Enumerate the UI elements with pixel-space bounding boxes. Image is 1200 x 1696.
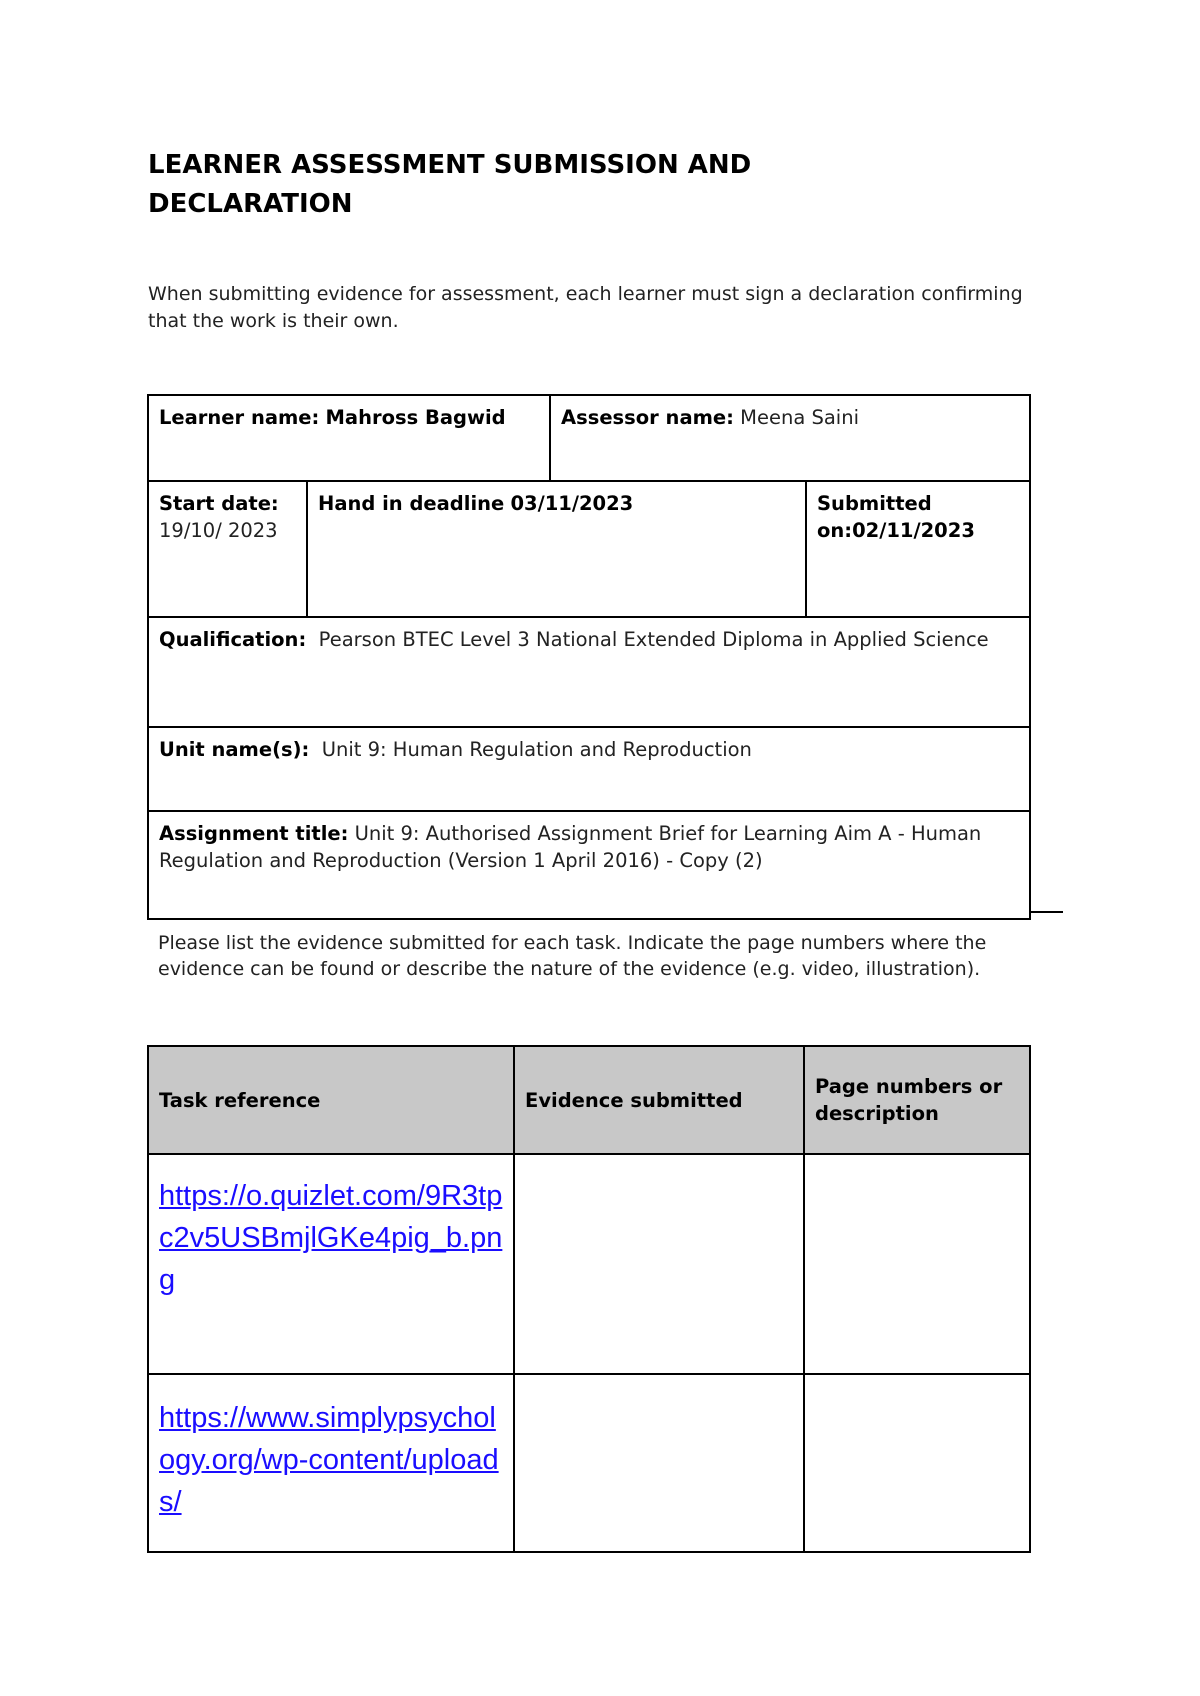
start-date-value: 19/10/ 2023	[159, 519, 278, 542]
page-numbers-cell	[804, 1374, 1030, 1552]
header-evidence-submitted: Evidence submitted	[514, 1046, 804, 1154]
header-task-reference: Task reference	[148, 1046, 514, 1154]
submitted-on-value: 02/11/2023	[852, 519, 975, 542]
task-reference-cell	[148, 1374, 514, 1552]
assignment-title-cell	[148, 811, 1030, 919]
submission-details-table	[147, 394, 1031, 920]
evidence-table	[147, 1045, 1031, 1553]
start-date-cell	[148, 481, 307, 617]
assignment-title-value: Unit 9: Authorised Assignment Brief for Learning Aim A - Human Regulation and Reproduction (Version 1 April 2016) - Copy (2)	[159, 822, 982, 872]
deadline-label: Hand in deadline	[318, 492, 505, 515]
unit-name-cell	[148, 727, 1030, 811]
assessor-name-value: Meena Saini	[740, 406, 860, 429]
evidence-submitted-cell	[514, 1154, 804, 1374]
page-title: LEARNER ASSESSMENT SUBMISSION AND DECLARATION	[148, 150, 752, 219]
page-numbers-cell	[804, 1154, 1030, 1374]
intro-text: When submitting evidence for assessment, each learner must sign a declaration confirming that the work is their own.	[148, 283, 1023, 332]
qualification-value: Pearson BTEC Level 3 National Extended Diploma in Applied Science	[318, 628, 989, 651]
qualification-label: Qualification:	[159, 628, 307, 651]
deadline-value: 03/11/2023	[510, 492, 634, 515]
evidence-table-header	[148, 1046, 1030, 1154]
start-date-label: Start date:	[159, 492, 279, 515]
learner-name-cell	[148, 395, 550, 481]
qualification-cell	[148, 617, 1030, 727]
task-reference-cell	[148, 1154, 514, 1374]
unit-name-value: Unit 9: Human Regulation and Reproduction	[321, 738, 752, 761]
header-page-numbers: Page numbers or description	[804, 1046, 1030, 1154]
submitted-on-label: Submitted on:	[817, 492, 932, 542]
deadline-cell	[307, 481, 806, 617]
submitted-on-cell	[806, 481, 1030, 617]
table-rule-extension	[1029, 911, 1063, 913]
evidence-submitted-cell	[514, 1374, 804, 1552]
task-reference-link[interactable]: https://o.quizlet.com/9R3tpc2v5USBmjlGKe4pig_b.png	[159, 1180, 503, 1296]
table-row	[148, 1154, 1030, 1374]
learner-name-label: Learner name:	[159, 406, 320, 429]
table-row	[148, 1374, 1030, 1552]
assessor-name-cell	[550, 395, 1030, 481]
assignment-title-label: Assignment title:	[159, 822, 349, 845]
evidence-instructions: Please list the evidence submitted for each task. Indicate the page numbers where the evidence can be found or describe the nature of the evidence (e.g. video, illustration).	[158, 932, 987, 980]
task-reference-link[interactable]: https://www.simplypsychology.org/wp-content/uploads/	[159, 1402, 499, 1518]
unit-name-label: Unit name(s):	[159, 738, 310, 761]
assessor-name-label: Assessor name:	[561, 406, 734, 429]
learner-name-value: Mahross Bagwid	[325, 406, 506, 429]
